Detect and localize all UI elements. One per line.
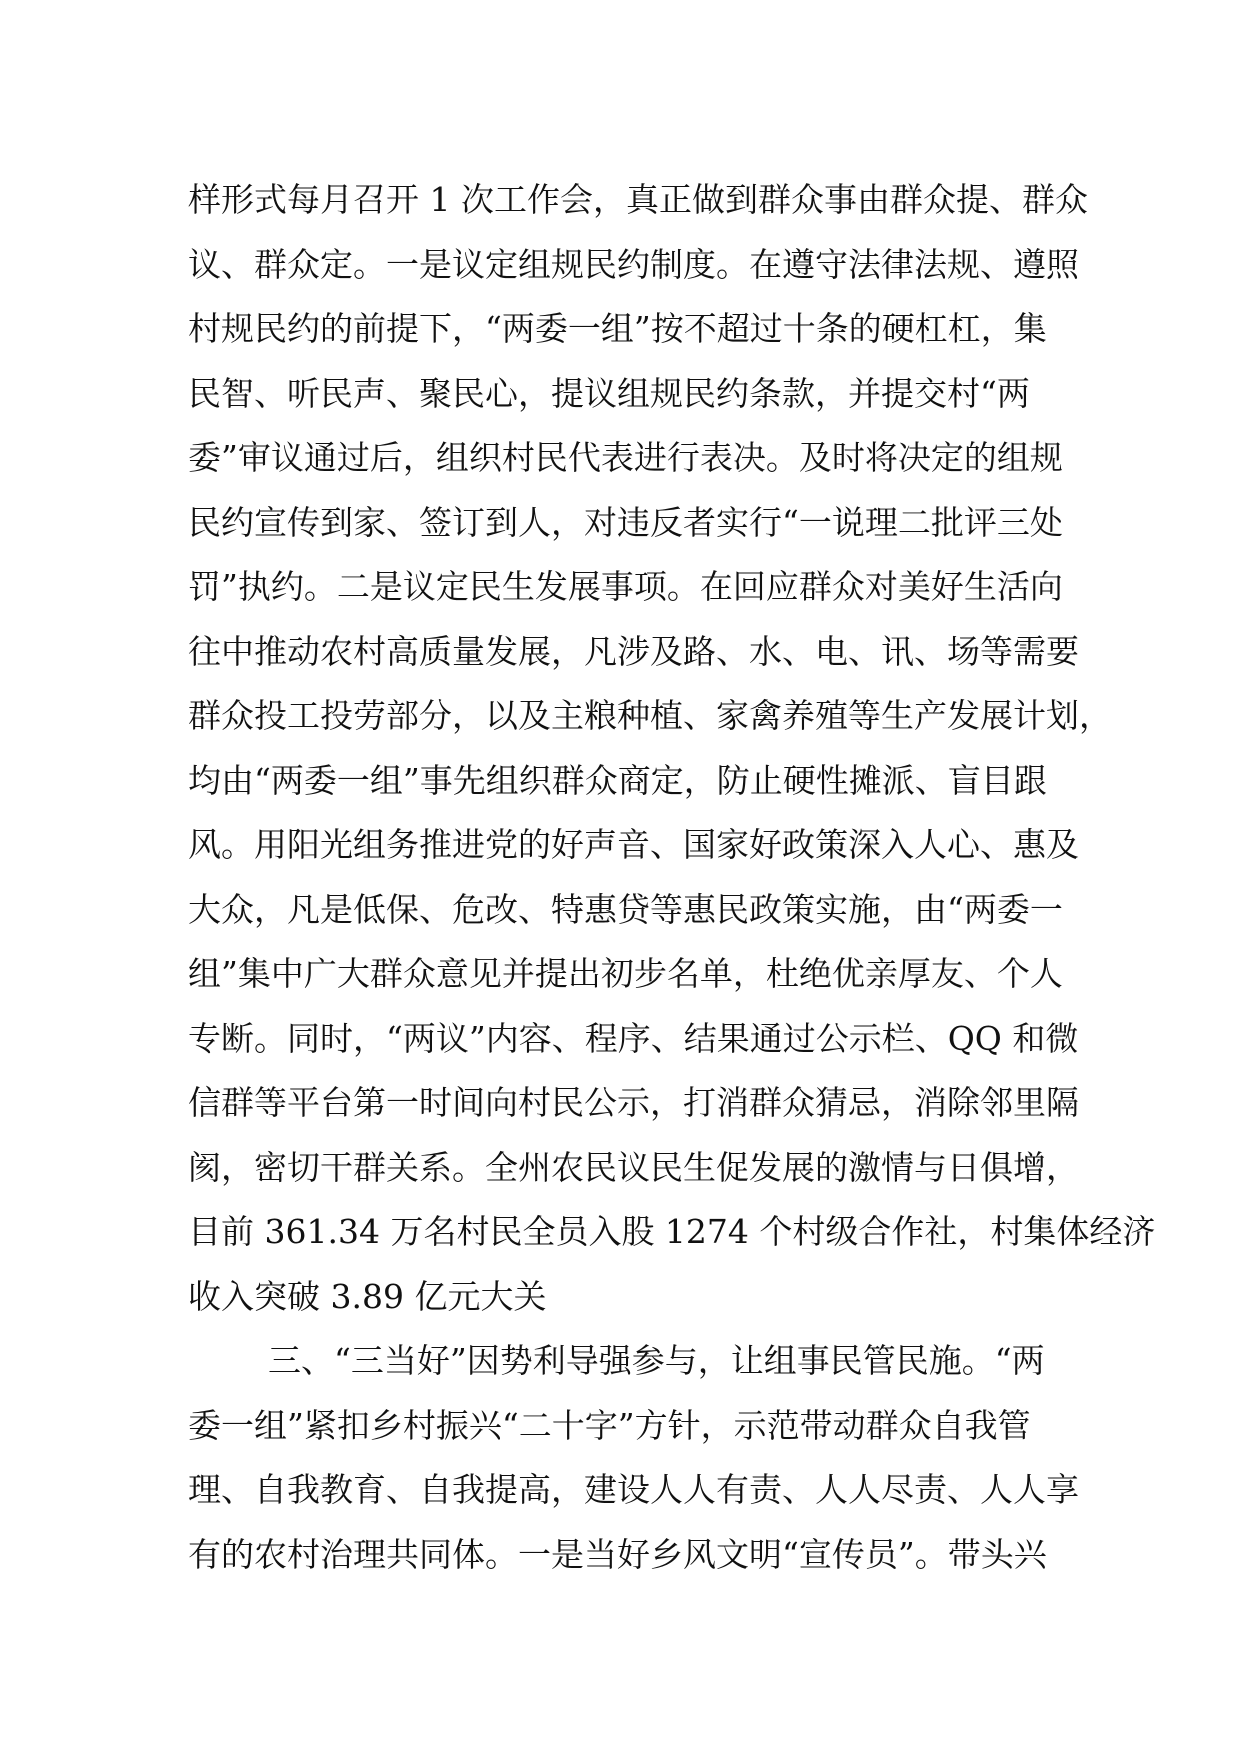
text-line: 样形式每月召开 1 次工作会，真正做到群众事由群众提、群众 bbox=[188, 180, 1088, 219]
text-line: 有的农村治理共同体。一是当好乡风文明“宣传员”。带头兴 bbox=[188, 1534, 1047, 1574]
text-line: 民智、听民声、聚民心，提议组规民约条款，并提交村“两 bbox=[188, 373, 1030, 413]
text-line: 委”审议通过后，组织村民代表进行表决。及时将决定的组规 bbox=[188, 438, 1063, 477]
text-line: 议、群众定。一是议定组规民约制度。在遵守法律法规、遵照 bbox=[188, 244, 1079, 284]
text-line: 大众，凡是低保、危改、特惠贷等惠民政策实施，由“两委一 bbox=[188, 889, 1063, 929]
body-text bbox=[188, 168, 1156, 1587]
text-line: 组”集中广大群众意见并提出初步名单，杜绝优亲厚友、个人 bbox=[188, 954, 1063, 993]
text-line: 阂，密切干群关系。全州农民议民生促发展的激情与日俱增， bbox=[188, 1147, 1079, 1187]
text-line: 均由“两委一组”事先组织群众商定，防止硬性摊派、盲目跟 bbox=[188, 760, 1047, 800]
text-line: 收入突破 3.89 亿元大关 bbox=[188, 1276, 547, 1316]
text-line: 风。用阳光组务推进党的好声音、国家好政策深入人心、惠及 bbox=[188, 825, 1079, 864]
text-line: 理、自我教育、自我提高，建设人人有责、人人尽责、人人享 bbox=[188, 1470, 1079, 1509]
text-line: 往中推动农村高质量发展，凡涉及路、水、电、讯、场等需要 bbox=[188, 631, 1079, 671]
text-line: 信群等平台第一时间向村民公示，打消群众猜忌，消除邻里隔 bbox=[188, 1083, 1079, 1122]
text-line: 罚”执约。二是议定民生发展事项。在回应群众对美好生活向 bbox=[188, 567, 1063, 606]
text-line: 群众投工投劳部分，以及主粮种植、家禽养殖等生产发展计划， bbox=[188, 696, 1112, 735]
text-line: 民约宣传到家、签订到人，对违反者实行“一说理二批评三处 bbox=[188, 502, 1063, 542]
section-heading-line: 三、“三当好”因势利导强参与，让组事民管民施。“两 bbox=[268, 1341, 1045, 1380]
text-line: 委一组”紧扣乡村振兴“二十字”方针，示范带动群众自我管 bbox=[188, 1405, 1031, 1445]
text-line: 目前 361.34 万名村民全员入股 1274 个村级合作社，村集体经济 bbox=[188, 1212, 1156, 1251]
text-line: 村规民约的前提下，“两委一组”按不超过十条的硬杠杠，集 bbox=[188, 309, 1047, 348]
text-line: 专断。同时，“两议”内容、程序、结果通过公示栏、QQ 和微 bbox=[188, 1018, 1079, 1058]
